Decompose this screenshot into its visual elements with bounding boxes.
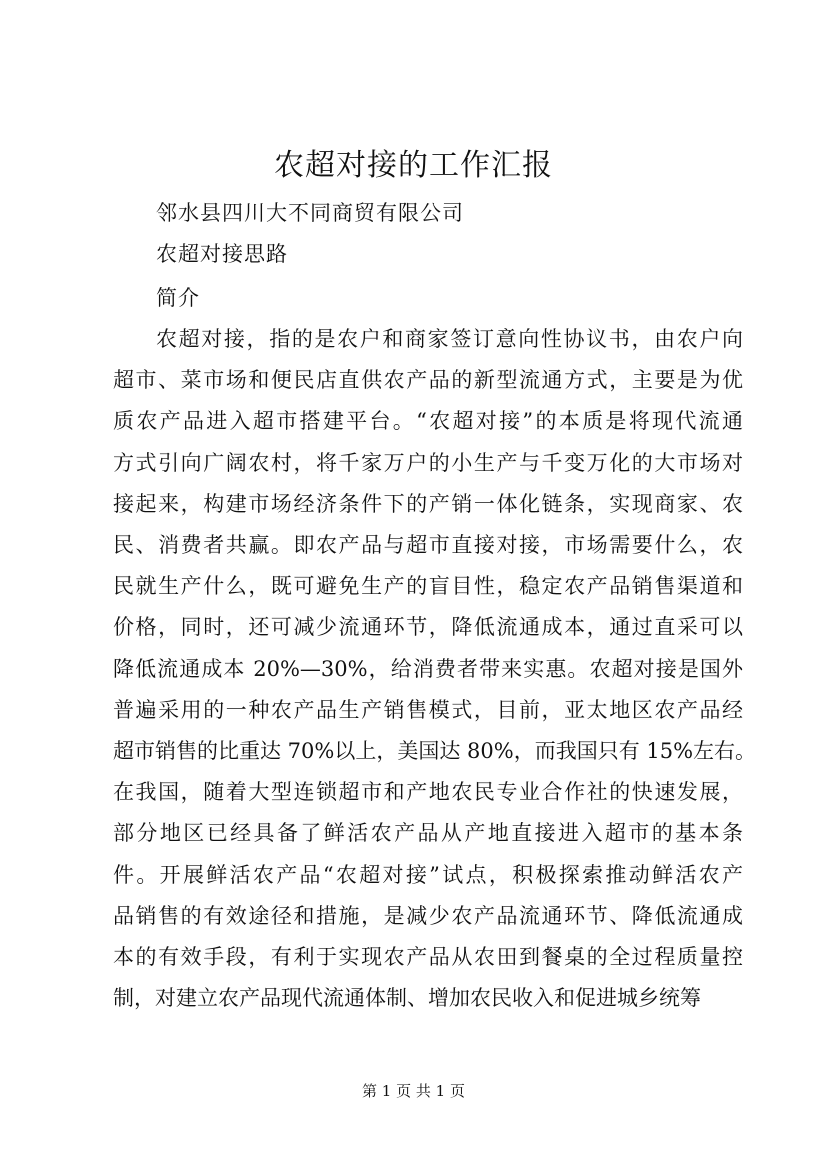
paragraph-line: 质农产品进入超市搭建平台。“农超对接”的本质是将现代流通	[113, 409, 743, 433]
paragraph-line: 降低流通成本 20%—30%，给消费者带来实惠。农超对接是国外	[113, 657, 743, 681]
page-footer: 第 1 页 共 1 页	[362, 1082, 465, 1100]
paragraph-line: 农超对接，指的是农户和商家签订意向性协议书，由农户向	[156, 327, 743, 351]
paragraph-line: 在我国，随着大型连锁超市和产地农民专业合作社的快速发展，	[113, 780, 743, 804]
paragraph-line: 件。开展鲜活农产品“农超对接”试点，积极探索推动鲜活农产	[113, 863, 743, 887]
paragraph-line: 本的有效手段，有利于实现农产品从农田到餐桌的全过程质量控	[113, 945, 743, 969]
subtitle: 农超对接思路	[156, 242, 288, 266]
paragraph-line: 制，对建立农产品现代流通体制、增加农民收入和促进城乡统筹	[113, 986, 701, 1010]
paragraph-line: 民、消费者共赢。即农产品与超市直接对接，市场需要什么，农	[113, 533, 743, 557]
company-name: 邻水县四川大不同商贸有限公司	[156, 201, 464, 225]
paragraph-line: 接起来，构建市场经济条件下的产销一体化链条，实现商家、农	[113, 492, 743, 516]
paragraph-line: 部分地区已经具备了鲜活农产品从产地直接进入超市的基本条	[113, 821, 743, 845]
document-title: 农超对接的工作汇报	[274, 148, 553, 183]
paragraph-line: 民就生产什么，既可避免生产的盲目性，稳定农产品销售渠道和	[113, 574, 743, 598]
section-heading: 简介	[156, 286, 200, 310]
paragraph-line: 超市、菜市场和便民店直供农产品的新型流通方式，主要是为优	[113, 368, 743, 392]
paragraph-line: 超市销售的比重达 70%以上，美国达 80%，而我国只有 15%左右。	[113, 739, 757, 763]
paragraph-line: 普遍采用的一种农产品生产销售模式，目前，亚太地区农产品经	[113, 698, 743, 722]
paragraph-line: 方式引向广阔农村，将千家万户的小生产与千变万化的大市场对	[113, 451, 743, 475]
paragraph-line: 价格，同时，还可减少流通环节，降低流通成本，通过直采可以	[113, 615, 743, 639]
paragraph-line: 品销售的有效途径和措施，是减少农产品流通环节、降低流通成	[113, 904, 743, 928]
